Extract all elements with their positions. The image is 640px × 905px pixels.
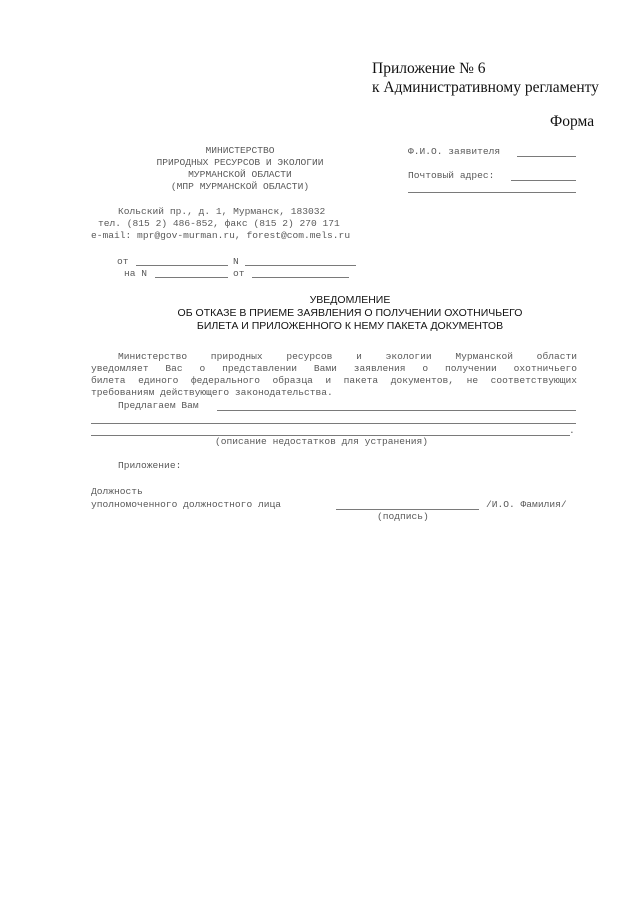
attachment-label: Приложение:: [118, 460, 182, 471]
applicant-fio-label: Ф.И.О. заявителя: [408, 146, 501, 157]
body-text-line4: требованиям действующего законодательства.: [91, 387, 333, 398]
applicant-fio-line[interactable]: [517, 156, 576, 157]
position-label-line2: уполномоченного должностного лица: [91, 499, 281, 510]
propose-label: Предлагаем Вам: [118, 400, 199, 411]
ref-number-line[interactable]: [245, 265, 356, 266]
ministry-line2: ПРИРОДНЫХ РЕСУРСОВ И ЭКОЛОГИИ: [156, 157, 324, 168]
ref-from-label: от: [117, 256, 129, 267]
applicant-address-label: Почтовый адрес:: [408, 170, 495, 181]
defects-caption: (описание недостатков для устранения): [215, 436, 429, 447]
ref-number-label: N: [233, 256, 239, 267]
notice-subtitle-line1: ОБ ОТКАЗЕ В ПРИЕМЕ ЗАЯВЛЕНИЯ О ПОЛУЧЕНИИ ОХОТНИЧЬЕГО: [177, 307, 523, 319]
name-placeholder: /И.О. Фамилия/: [486, 499, 567, 510]
signature-line[interactable]: [336, 509, 479, 510]
ref-to-label: на N: [124, 268, 148, 279]
appendix-regulation: к Административному регламенту: [372, 79, 599, 96]
ref-from2-line[interactable]: [252, 277, 349, 278]
ref-to-line[interactable]: [155, 277, 228, 278]
ministry-email: e-mail: mpr@gov-murman.ru, forest@com.mels.ru: [91, 230, 351, 241]
position-label-line1: Должность: [91, 486, 143, 497]
ministry-line4: (МПР МУРМАНСКОЙ ОБЛАСТИ): [170, 181, 310, 192]
notice-subtitle-line2: БИЛЕТА И ПРИЛОЖЕННОГО К НЕМУ ПАКЕТА ДОКУМЕНТОВ: [196, 320, 504, 332]
notice-title: УВЕДОМЛЕНИЕ: [309, 294, 391, 306]
form-label: Форма: [550, 113, 595, 130]
ministry-line1: МИНИСТЕРСТВО: [205, 145, 275, 156]
propose-line[interactable]: [217, 410, 576, 411]
applicant-address-line-2[interactable]: [408, 192, 576, 193]
propose-period: .: [569, 425, 575, 436]
propose-line-2[interactable]: [91, 423, 576, 424]
ministry-phone: тел. (815 2) 486-852, факс (815 2) 270 171: [98, 218, 340, 229]
ministry-address: Кольский пр., д. 1, Мурманск, 183032: [118, 206, 326, 217]
appendix-number: Приложение № 6: [372, 60, 486, 77]
applicant-address-line[interactable]: [511, 180, 576, 181]
signature-caption: (подпись): [377, 511, 429, 522]
body-text-line2: уведомляет Вас о представлении Вами заявления о получении охотничьего: [91, 363, 577, 374]
ref-from2-label: от: [233, 268, 245, 279]
body-text-line1: Министерство природных ресурсов и экологии Мурманской области: [118, 351, 577, 362]
body-text-line3: билета единого федерального образца и пакета документов, не соответствующих: [91, 375, 577, 386]
ref-from-line[interactable]: [136, 265, 228, 266]
ministry-line3: МУРМАНСКОЙ ОБЛАСТИ: [188, 169, 292, 180]
